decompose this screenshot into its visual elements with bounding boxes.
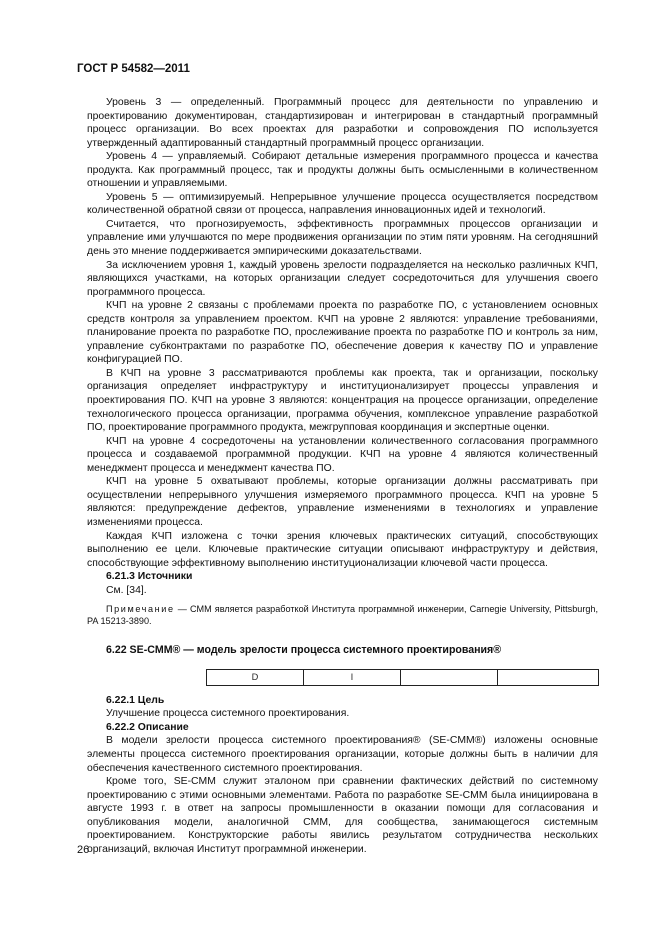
paragraph-kpa-level-2: КЧП на уровне 2 связаны с проблемами проекта по разработке ПО, с установлением основных средств контроля за управлением проектом. КЧП на уровне 2 являются: управление требованиями, планирование проекта по разработке ПО, прослеживание проекта по разработке ПО и контроль за ним, управление субконтрактами по разработке ПО, обеспечение доверия к качеству ПО и управление конфигурацией ПО. [87,300,598,366]
classification-table [206,669,599,686]
goal-text: Улучшение процесса системного проектирования. [106,708,350,720]
table-cell-4 [498,669,599,685]
sources-text: См. [34]. [106,584,147,596]
description-heading: 6.22.2 Описание [106,721,189,733]
page-number: 26 [77,844,90,856]
paragraph-kpa-practices: Каждая КЧП изложена с точки зрения ключевых практических ситуаций, способствующих выполнению ее цели. Ключевые практические ситуации описывают инфраструктуру и действия, способствующие эффективному выполнению институционализации ключевой части процесса. [87,530,598,569]
paragraph-level-5: Уровень 5 — оптимизируемый. Непрерывное улучшение процесса осуществляется посредством количественной обратной связи от процесса, направления инновационных идей и технологий. [87,191,598,217]
paragraph-level-4: Уровень 4 — управляемый. Собирают детальные измерения программного процесса и качества продукта. Как программный процесс, так и продукты должны быть осмысленными в количественном отношении и управляемыми. [87,151,598,190]
paragraph-level-3: Уровень 3 — определенный. Программный процесс для деятельности по управлению и проектированию документирован, стандартизирован и интегрирован в стандартный программный процесс организации. Во всех проектах для разработки и сопровождения ПО используется утвержденный адаптированный стандартный программный процесс организации. [87,97,598,149]
table-cell-1: D [207,669,304,685]
page-body [87,96,598,856]
description-paragraph-1: В модели зрелости процесса системного проектирования® (SE-CMM®) изложены основные элементы процесса системного проектирования организации, которые должны быть в наличии для обеспечения качественного системного проектирования. [87,735,598,774]
goal-heading: 6.22.1 Цель [106,694,165,706]
note [87,603,598,627]
section-heading: 6.22 SE-CMM® — модель зрелости процесса системного проектирования® [106,644,502,657]
note-label: Примечание [106,604,175,615]
table-cell-3 [401,669,498,685]
sources-heading: 6.21.3 Источники [106,571,193,583]
paragraph-predictability: Считается, что прогнозируемость, эффективность программных процессов организации и управление ими улучшаются по мере продвижения организации по этим пяти уровням. На сегодняшний день это мнение поддерживается эмпирическими доказательствами. [87,218,598,258]
paragraph-kpa-level-5: КЧП на уровне 5 охватывают проблемы, которые организации должны рассматривать при осуществлении непрерывного улучшения измеряемого программного процесса. КЧП на уровне 5 являются: предупреждение дефектов, управление изменениями в технологиях и управление изменениями процесса. [87,476,598,528]
table-cell-2: I [304,669,401,685]
paragraph-kpa-intro: За исключением уровня 1, каждый уровень зрелости подразделяется на несколько различных КЧП, являющихся участками, на которых организации следует сосредоточиться для улучшения своего программного процесса. [87,259,598,298]
paragraph-kpa-level-3: В КЧП на уровне 3 рассматриваются проблемы как проекта, так и организации, поскольку организация определяет инфраструктуру и институционализирует процессы управления и проектирования ПО. КЧП на уровне 3 являются: концентрация на процессе организации, определение технологического процесса организации, программа обучения, комплексное управление разработкой ПО, проектирование программного продукта, межгрупповая координация и экспертные оценки. [87,367,598,434]
description-paragraph-2: Кроме того, SE-CMM служит эталоном при сравнении фактических действий по системному проектированию с этими основными элементами. Работа по разработке SE-CMM была инициирована в августе 1993 г. в ответ на запросы промышленности в оказании помощи для согласования и опубликования модели, аналогичной CMM, для сообщества, занимающегося системным проектированием. Конструкторские работы явились результатом сотрудничества нескольких организаций, включая Институт программной инженерии. [87,776,598,855]
document-code: ГОСТ Р 54582—2011 [77,63,190,75]
paragraph-kpa-level-4: КЧП на уровне 4 сосредоточены на установлении количественного согласования программного процесса и создаваемой программной продукции. КЧП на уровне 4 являются количественный менеджмент процесса и менеджмент качества ПО. [87,435,598,474]
note-text: — CMM является разработкой Института программной инженерии, Carnegie University, Pittsburgh, PA 15213-3890. [87,604,598,627]
